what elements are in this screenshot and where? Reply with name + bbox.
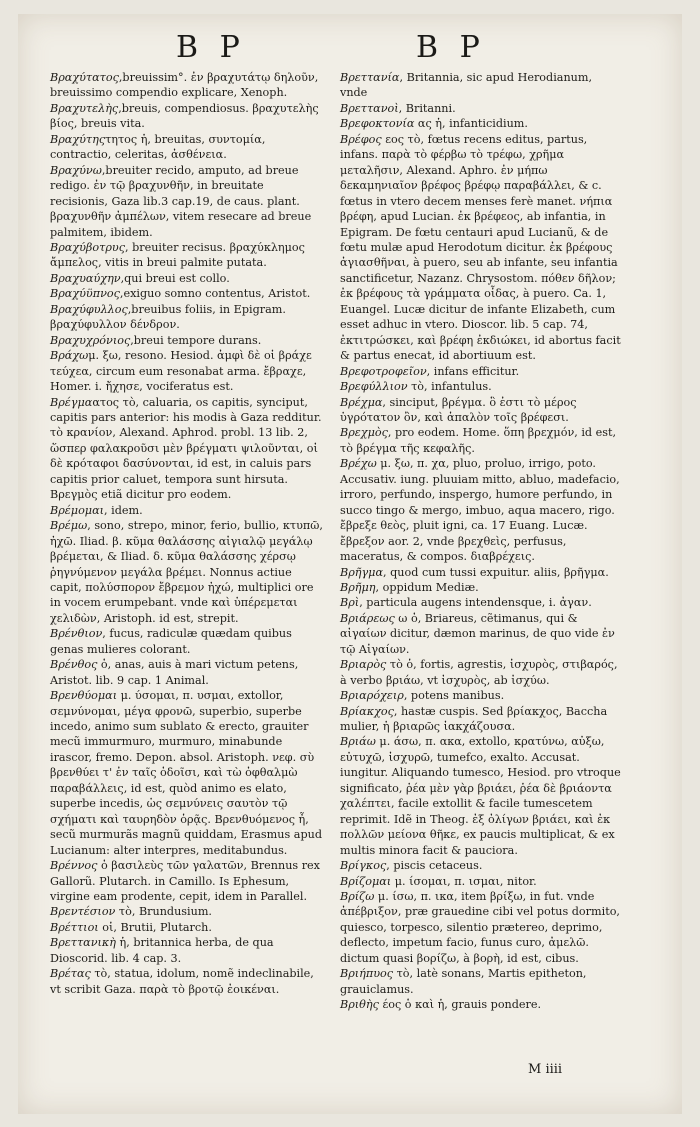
entry-text: τὸ, infantulus. xyxy=(407,380,492,394)
dictionary-entry xyxy=(340,456,622,564)
book-page xyxy=(18,14,682,1114)
entry-headword: Βρὶ xyxy=(340,596,360,610)
entry-text: έος ὁ καὶ ἡ, grauis pondere. xyxy=(378,998,542,1012)
entry-text: ατος τὸ, caluaria, os capitis, synciput, capitis pars anterior: his modis à Gaza redditur. τὸ κρανίον, Alexand. Aphrod. probl. 13 lib. 2, ὥσπερ φαλακροῦσι μὲν βρέγματι ψιλοῦνται, οἱ δὲ κρόταφοι δασύνονται, id est, in caluis pars capitis prior caluet, tempora sunt hirsuta. Βρεγμὸς etiã dicitur pro eodem. xyxy=(50,395,322,502)
entry-text: , piscis cetaceus. xyxy=(386,859,483,873)
entry-headword: Βριάρεως xyxy=(340,611,395,625)
entry-text: μ. ύσομαι, π. υσμαι, extollor, σεμνύνομαι, μέγα φρονῶ, superbio, superbe incedo, animo sum sublato & erecto, grauiter mecũ immurmuro, murmuro, minabunde irascor, fremo. Depon. absol. Aristoph. νεφ. σὺ βρενθύει τ' ἐν ταῖς ὁδοῖσι, καὶ τὼ ὀφθαλμὼ παραβάλλεις, id est, quòd animo es elato, superbe incedis, ὡς σεμνύνεις σαυτὸν τῷ σχήματι καὶ ταυρηδὸν ὁρᾷς. Βρενθυόμενος ἦ, secũ murmurãs magnũ quiddam, Erasmus apud Lucianum: alter interpres, meditabundus. xyxy=(50,689,322,857)
entry-text: μ. ίσω, π. ικα, item βρίξω, in fut. vnde ἀπέβριξον, præ grauedine cibi vel potus dormito, quiesco, torpesco, silentio prætereo, deprimo, deflecto, impetum facio, funus curo, ἀμελῶ. dictum quasi βορίζω, à βορὴ, id est, cibus. xyxy=(340,890,620,965)
entry-headword: Βραχυχρόνιος xyxy=(50,333,131,347)
entry-headword: Βρῆμη xyxy=(340,580,376,594)
dictionary-entry xyxy=(50,904,325,919)
entry-text: , infans efficitur. xyxy=(426,364,520,378)
entry-text: ,breui tempore durans. xyxy=(130,333,262,347)
entry-headword: Βραχύβοτρυς xyxy=(50,240,125,254)
entry-text: ,breuibus foliis, in Epigram. βραχύφυλλον δένδρον. xyxy=(50,302,286,332)
entry-text: , sono, strepo, minor, ferio, bullio, κτυπῶ, ἠχῶ. Iliad. β. κῦμα θαλάσσης αἰγιαλῷ μεγάλῳ βρέμεται, & Iliad. δ. κῦμα θαλάσσης χέρσῳ ῥηγνύμενον μεγάλα βρέμει. Nonnus actiue capit, πολύσπορον ἔβρεμον ἠχώ, multiplici ore in vocem erumpebant. vnde καὶ ὑπέρεμεται χελιδὼν, Aristoph. id est, strepit. xyxy=(50,519,323,625)
dictionary-entry xyxy=(50,348,325,394)
entry-headword: Βρεφύλλιον xyxy=(340,380,408,394)
entry-text: , sinciput, βρέγμα. ὃ ἐστι τὸ μέρος ὑγρότατον ὂν, καὶ ἁπαλὸν τοῖς βρέφεσι. xyxy=(340,395,577,424)
entry-text: , pro eodem. Home. ὅπη βρεχμόν, id est, τὸ βρέγμα τῆς κεφαλῆς. xyxy=(340,426,617,455)
entry-headword: Βρενθύομαι xyxy=(50,689,118,703)
entry-headword: Βρέττιοι xyxy=(50,920,99,934)
dictionary-entry xyxy=(340,688,622,703)
entry-headword: Βρίγκος xyxy=(340,859,387,873)
entry-text: , particula augens intendensque, i. ἀγαν. xyxy=(359,596,592,610)
dictionary-entry xyxy=(340,611,622,657)
dictionary-entry xyxy=(340,379,622,394)
dictionary-entry xyxy=(50,70,325,101)
entry-text: , oppidum Mediæ. xyxy=(375,580,479,594)
entry-text: ,qui breui est collo. xyxy=(120,271,230,285)
entry-headword: Βρίακχος xyxy=(340,704,394,718)
dictionary-entry xyxy=(50,333,325,348)
dictionary-entry xyxy=(50,626,325,657)
entry-text: , breuiter recisus. βραχύκλημος ἄμπελος, vitis in breui palmite putata. xyxy=(50,240,305,270)
entry-headword: Βραχύτατος xyxy=(50,71,119,84)
entry-text: , potens manibus. xyxy=(403,689,505,703)
dictionary-entry xyxy=(50,688,325,858)
entry-text: οἱ, Brutii, Plutarch. xyxy=(98,920,212,934)
entry-headword: Βραχύφυλλος xyxy=(50,302,128,316)
entry-text: μ. ξω, resono. Hesiod. ἀμφὶ δὲ οἱ βράχε τεύχεα, circum eum resonabat arma. ἔβραχε, Homer. i. ἤχησε, vociferatus est. xyxy=(50,349,312,394)
entry-text: ω ὁ, Briareus, cẽtimanus, qui & αἰγαίων dicitur, dæmon marinus, de quo vide ἐν τῷ Αἰγαίων. xyxy=(340,611,615,656)
dictionary-entry xyxy=(340,704,622,735)
dictionary-entry xyxy=(340,889,622,966)
entry-text: τὸ, Brundusium. xyxy=(115,905,212,919)
entry-headword: Βρένθιον xyxy=(50,627,103,641)
dictionary-entry xyxy=(340,116,622,131)
entry-text: ,breuissim°. ἐν βραχυτάτῳ δηλοῦν, breuissimo compendio explicare, Xenoph. xyxy=(50,71,319,100)
entry-headword: Βραχυαύχην xyxy=(50,271,121,285)
entry-headword: Βρέφος xyxy=(340,132,382,146)
entry-headword: Βρέγμα xyxy=(50,395,93,409)
entry-text: ,breuiter recido, amputo, ad breue redigo. ἐν τῷ βραχυνθῆν, in breuitate recisionis, Gaza lib.3 cap.19, de caus. plant. βραχυνθῆν ἀμπέλων, vitem resecare ad breue palmitem, ibidem. xyxy=(50,163,312,239)
running-head-left: B P xyxy=(176,30,246,65)
entry-headword: Βρεττανικὴ xyxy=(50,936,116,950)
dictionary-entry xyxy=(340,580,622,595)
dictionary-entry xyxy=(340,657,622,688)
entry-headword: Βριθὴς xyxy=(340,998,379,1012)
entry-headword: Βρέχω xyxy=(340,457,377,471)
dictionary-entry xyxy=(50,657,325,688)
entry-text: ,breuis, compendiosus. βραχυτελὴς βίος, breuis vita. xyxy=(50,101,319,131)
running-head-right: B P xyxy=(416,30,486,65)
entry-headword: Βρεφοτροφεῖον xyxy=(340,364,427,378)
dictionary-entry xyxy=(340,395,622,426)
dictionary-entry xyxy=(50,920,325,935)
dictionary-entry xyxy=(340,858,622,873)
dictionary-entry xyxy=(50,302,325,333)
dictionary-entry xyxy=(50,101,325,132)
entry-text: μ. άσω, π. ακα, extollo, κρατύνω, αὐξω, εὐτυχῶ, ἰσχυρῶ, tumefco, exalto. Accusat. iungitur. Aliquando tumesco, Hesiod. pro vtroque significato, ῥέα μὲν γὰρ βριάει, ῥέα δὲ βριάοντα χαλέπτει, facile extollit & facile tumescetem reprimit. Idẽ in Theog. ἐξ ὀλίγων βριάει, καὶ ἐκ πολλῶν μείονα θῆκε, ex paucis multiplicat, & ex multis minora facit & pauciora. xyxy=(340,735,621,857)
dictionary-entry xyxy=(50,132,325,163)
entry-headword: Βρίζομαι xyxy=(340,874,392,888)
entry-headword: Βρῆγμα xyxy=(340,565,384,579)
entry-text: ἡ, britannica herba, de qua Dioscorid. lib. 4 cap. 3. xyxy=(50,936,274,965)
entry-text: τὸ, latè sonans, Martis epitheton, grauiclamus. xyxy=(340,967,587,996)
entry-headword: Βραχύϋπνος xyxy=(50,287,120,301)
dictionary-entry xyxy=(340,132,622,364)
entry-text: , hastæ cuspis. Sed βρίακχος, Baccha mulier, ἡ βριαρῶς ἰακχάζουσα. xyxy=(340,704,608,734)
dictionary-entry xyxy=(50,271,325,286)
entry-headword: Βρέτας xyxy=(50,967,91,981)
entry-text: ,exiguo somno contentus, Aristot. xyxy=(119,287,311,301)
right-column xyxy=(340,70,622,1013)
entry-text: μ. ίσομαι, π. ισμαι, nitor. xyxy=(391,874,537,888)
entry-headword: Βριάω xyxy=(340,735,376,749)
entry-text: ας ἡ, infanticidium. xyxy=(414,117,528,131)
dictionary-entry xyxy=(340,565,622,580)
dictionary-entry xyxy=(50,503,325,518)
dictionary-entry xyxy=(340,425,622,456)
entry-headword: Βρεττανοὶ xyxy=(340,101,399,115)
entry-headword: Βρεχμὸς xyxy=(340,426,388,440)
dictionary-entry xyxy=(340,874,622,889)
dictionary-entry xyxy=(50,395,325,503)
signature-mark: M iiii xyxy=(528,1062,563,1077)
entry-text: τὸ ὁ, fortis, agrestis, ἰσχυρὸς, στιβαρός, à verbo βριάω, vt ἰσχυρὸς, ab ἰσχύω. xyxy=(340,658,618,687)
entry-headword: Βραχύνω xyxy=(50,163,102,177)
dictionary-entry xyxy=(50,518,325,626)
entry-headword: Βρεφοκτονία xyxy=(340,117,415,131)
entry-text: μ. ξω, π. χα, pluo, proluo, irrigo, poto. Accusativ. iung. pluuiam mitto, abluo, madefacio, irroro, perfundo, inspergo, humore perfundo, in succo tingo & mergo, imbuo, aqua macero, rigo. ἔβρεξε θεὸς, pluit igni, ca. 17 Euang. Lucæ. ἔβρεξον aor. 2, vnde βρεχθεὶς, perfusus, maceratus, & compos. διαβρέχεις. xyxy=(340,457,620,564)
dictionary-entry xyxy=(50,966,325,997)
dictionary-entry xyxy=(340,966,622,997)
entry-headword: Βρεντέσιον xyxy=(50,905,116,919)
entry-headword: Βρένθος xyxy=(50,658,98,672)
entry-text: , Britanni. xyxy=(398,101,456,115)
entry-headword: Βραχύτης xyxy=(50,132,106,146)
dictionary-entry xyxy=(50,240,325,271)
dictionary-entry xyxy=(50,286,325,301)
dictionary-entry xyxy=(50,163,325,240)
entry-text: , Britannia, sic apud Herodianum, vnde xyxy=(340,71,593,100)
entry-text: , idem. xyxy=(104,503,143,517)
dictionary-entry xyxy=(50,858,325,904)
entry-headword: Βρέννος xyxy=(50,859,98,873)
entry-text: τὸ, statua, idolum, nomẽ indeclinabile, vt scribit Gaza. παρὰ τὸ βροτῷ ἐοικέναι. xyxy=(50,967,314,996)
entry-headword: Βρέμω xyxy=(50,519,88,533)
entry-headword: Βρεττανία xyxy=(340,71,400,84)
entry-text: τητος ἡ, breuitas, συντομία, contractio, celeritas, ἀσθένεια. xyxy=(50,132,266,162)
dictionary-entry xyxy=(50,935,325,966)
entry-headword: Βριαρόχειρ xyxy=(340,689,404,703)
entry-text: ὁ βασιλεὺς τῶν γαλατῶν, Brennus rex Gallorũ. Plutarch. in Camillo. Is Ephesum, virgine eam prodente, cepit, idem in Parallel. xyxy=(50,859,320,904)
entry-headword: Βραχυτελὴς xyxy=(50,101,119,115)
entry-headword: Βρέχμα xyxy=(340,395,383,409)
entry-headword: Βράχω xyxy=(50,349,89,363)
entry-headword: Βρίζω xyxy=(340,890,375,904)
entry-text: εος τὸ, fœtus recens editus, partus, infans. παρὰ τὸ φέρβω τὸ τρέφω, χρῆμα μεταλῆσιν, Alexand. Aphro. ἐν μήπω δεκαμηνιαῖον βρέφος βρέφῳ παραβάλλει, & c. fœtus in vtero decem menses ferè manet. νήπια βρέφη, apud Lucian. ἐκ βρέφεος, ab infantia, in Epigram. De fœtu centauri apud Lucianũ, & de fœtu mulæ apud Herodotum dicitur. ἐκ βρέφους ἀγιασθῆναι, à puero, seu ab infante, seu infantia sanctificetur, Nazanz. Chrysostom. πόθεν δῆλον; ἐκ βρέφους τὰ γράμματα οἶδας, à puero. Ca. 1, Euangel. Lucæ dicitur de infante Elizabeth, cum esset adhuc in vtero. Dioscor. lib. 5 cap. 74, ἐκτιτρώσκει, καὶ βρέφη ἐκδιώκει, id abortus facit & partus enecat, id abortiuum est. xyxy=(340,132,621,363)
left-column xyxy=(50,70,325,997)
dictionary-entry xyxy=(340,595,622,610)
dictionary-entry xyxy=(340,101,622,116)
dictionary-entry xyxy=(340,364,622,379)
entry-headword: Βριήπυος xyxy=(340,967,394,981)
entry-text: , quod cum tussi expuitur. aliis, βρῆγμα. xyxy=(383,565,609,579)
dictionary-entry xyxy=(340,734,622,858)
dictionary-entry xyxy=(340,997,622,1012)
entry-text: , fucus, radiculæ quædam quibus genas mulieres colorant. xyxy=(50,627,292,656)
entry-text: ὁ, anas, auis à mari victum petens, Aristot. lib. 9 cap. 1 Animal. xyxy=(50,658,299,687)
entry-headword: Βρέμομαι xyxy=(50,503,105,517)
dictionary-entry xyxy=(340,70,622,101)
entry-headword: Βριαρὸς xyxy=(340,658,387,672)
